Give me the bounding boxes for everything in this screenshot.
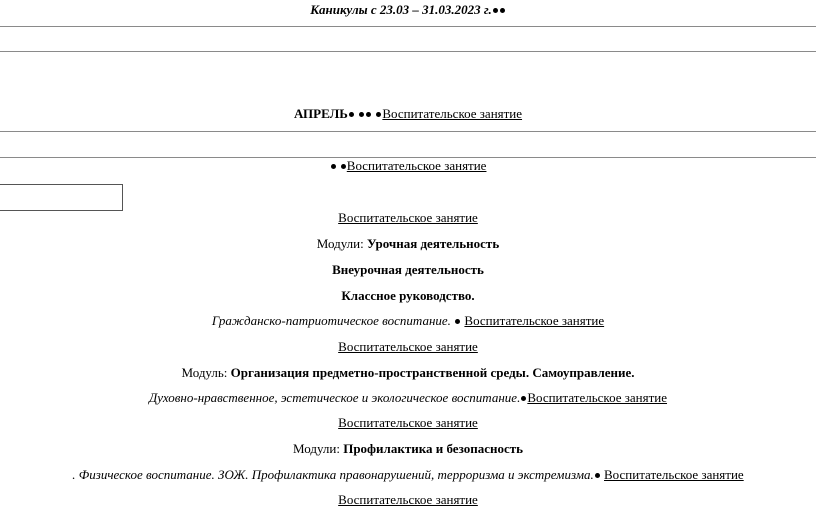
education-type: Духовно-нравственное, эстетическое и экологическое воспитание. bbox=[148, 390, 521, 405]
education-type: Гражданско-патриотическое воспитание. bbox=[211, 313, 455, 328]
bullet-icon bbox=[359, 112, 364, 117]
module-prefix: Модуль: bbox=[181, 365, 231, 380]
module-line bbox=[0, 365, 816, 381]
lesson-link[interactable]: Воспитательское занятие bbox=[346, 158, 487, 173]
bullet-icon bbox=[366, 112, 371, 117]
module-name: Профилактика и безопасность bbox=[343, 441, 524, 456]
module-name: Урочная деятельность bbox=[367, 236, 500, 251]
bullet-icon bbox=[500, 8, 505, 13]
extracurricular-heading: Внеурочная деятельность bbox=[332, 262, 484, 277]
education-type: . Физическое воспитание. ЗОЖ. Профилактика правонарушений, терроризма и экстремизма. bbox=[72, 467, 594, 482]
month-label: АПРЕЛЬ bbox=[293, 106, 348, 121]
modules-prefix: Модули: bbox=[316, 236, 367, 251]
lesson-link[interactable]: Воспитательское занятие bbox=[464, 313, 605, 328]
bullet-icon bbox=[493, 8, 498, 13]
april-line bbox=[0, 106, 816, 122]
empty-field-box bbox=[0, 184, 123, 211]
module-name: Организация предметно-пространственной среды. Самоуправление. bbox=[230, 365, 635, 380]
lesson-link[interactable]: Воспитательское занятие bbox=[604, 467, 744, 482]
lesson-line bbox=[0, 415, 816, 431]
lesson-line bbox=[0, 210, 816, 226]
bullet-icon bbox=[376, 112, 381, 117]
lesson-link[interactable]: Воспитательское занятие bbox=[382, 106, 523, 121]
lesson-link[interactable]: Воспитательское занятие bbox=[338, 492, 478, 507]
lesson-link[interactable]: Воспитательское занятие bbox=[527, 390, 668, 405]
bullet-icon bbox=[341, 164, 346, 169]
lesson-line bbox=[0, 158, 816, 174]
civic-line bbox=[0, 313, 816, 329]
physical-line bbox=[0, 467, 816, 483]
class-management-heading: Классное руководство. bbox=[341, 288, 475, 303]
divider bbox=[0, 131, 816, 132]
lesson-line bbox=[0, 339, 816, 355]
divider bbox=[0, 51, 816, 52]
holiday-title: Каникулы с 23.03 – 31.03.2023 г. bbox=[310, 2, 492, 17]
lesson-link[interactable]: Воспитательское занятие bbox=[338, 415, 478, 430]
modules-prefix: Модули: bbox=[292, 441, 344, 456]
holiday-title-line bbox=[0, 2, 816, 18]
lesson-link[interactable]: Воспитательское занятие bbox=[338, 339, 478, 354]
spiritual-line bbox=[0, 390, 816, 406]
bullet-icon bbox=[349, 112, 354, 117]
lesson-link[interactable]: Воспитательское занятие bbox=[338, 210, 478, 225]
bullet-icon bbox=[595, 473, 600, 478]
modules-line bbox=[0, 236, 816, 252]
lesson-line bbox=[0, 492, 816, 508]
modules-line bbox=[0, 441, 816, 457]
bullet-icon bbox=[331, 164, 336, 169]
divider bbox=[0, 26, 816, 27]
bullet-icon bbox=[455, 319, 460, 324]
bullet-icon bbox=[521, 396, 526, 401]
